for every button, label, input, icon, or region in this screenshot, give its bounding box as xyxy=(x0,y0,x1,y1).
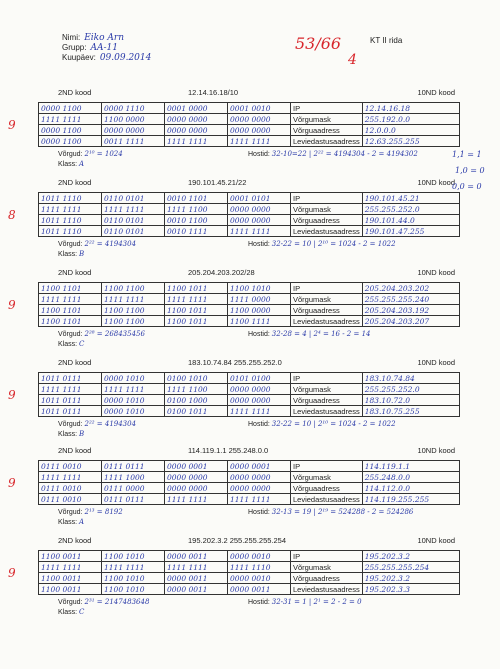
row-label: Võrguaadress xyxy=(291,215,363,226)
binary-octet: 0000 0001 xyxy=(228,461,291,472)
binary-octet: 0000 1100 xyxy=(39,125,102,136)
total-score: 53/66 xyxy=(295,34,342,53)
class-value: A xyxy=(79,518,85,526)
row-label: Leviedastusaadress xyxy=(291,406,363,417)
binary-octet: 0000 0000 xyxy=(228,204,291,215)
margin-note: 0,0 = 0 xyxy=(452,182,482,191)
binary-octet: 1100 1100 xyxy=(102,316,165,327)
networks-value: 2¹⁰ = 1024 xyxy=(84,150,123,158)
networks-label: Võrgud: xyxy=(58,421,83,428)
dec-header: 10ND kood xyxy=(417,358,455,367)
binary-octet: 0000 0000 xyxy=(228,114,291,125)
binary-octet: 1111 1111 xyxy=(39,114,102,125)
binary-octet: 1100 1010 xyxy=(102,551,165,562)
class-value: B xyxy=(79,250,85,258)
margin-note: 1,1 = 1 xyxy=(452,150,482,159)
row-label: Leviedastusaadress xyxy=(291,494,363,505)
binary-octet: 0111 0010 xyxy=(39,461,102,472)
table-row xyxy=(39,215,460,226)
binary-octet: 1100 0011 xyxy=(39,584,102,595)
decimal-value: 195.202.3.2 xyxy=(362,573,459,584)
binary-octet: 0000 0000 xyxy=(165,114,228,125)
binary-octet: 1011 0111 xyxy=(39,395,102,406)
binary-octet: 1111 0000 xyxy=(228,294,291,305)
networks-line xyxy=(58,420,136,428)
hosts-label: Hostid: xyxy=(248,331,270,338)
binary-octet: 1100 1011 xyxy=(165,305,228,316)
hosts-label: Hostid: xyxy=(248,509,270,516)
networks-line xyxy=(58,508,123,516)
binary-octet: 1111 1110 xyxy=(228,562,291,573)
table-row xyxy=(39,494,460,505)
exercise-block xyxy=(8,358,473,458)
binary-octet: 0010 1100 xyxy=(165,215,228,226)
exercise-block xyxy=(8,536,473,636)
class-line xyxy=(58,340,84,348)
table-row xyxy=(39,472,460,483)
hosts-value: 32-13 = 19 | 2¹⁹ = 524288 - 2 = 524286 xyxy=(271,508,414,516)
binary-octet: 0000 1100 xyxy=(39,103,102,114)
decimal-value: 255.255.255.254 xyxy=(362,562,459,573)
decimal-value: 255.255.252.0 xyxy=(362,204,459,215)
binary-octet: 0000 0000 xyxy=(102,125,165,136)
binary-octet: 1100 1100 xyxy=(102,305,165,316)
class-value: A xyxy=(79,160,85,168)
binary-octet: 1111 1111 xyxy=(228,226,291,237)
bin-header: 2ND kood xyxy=(58,446,92,455)
binary-octet: 0000 0000 xyxy=(228,483,291,494)
exercise-block xyxy=(8,446,473,546)
binary-octet: 1100 0011 xyxy=(39,551,102,562)
row-label: Leviedastusaadress xyxy=(291,226,363,237)
dec-header: 10ND kood xyxy=(417,268,455,277)
table-row xyxy=(39,305,460,316)
binary-octet: 1100 1010 xyxy=(228,283,291,294)
binary-octet: 1100 1111 xyxy=(228,316,291,327)
class-label: Klass: xyxy=(58,161,78,168)
binary-octet: 0111 0111 xyxy=(102,494,165,505)
row-label: Võrgumask xyxy=(291,562,363,573)
binary-octet: 1111 1111 xyxy=(39,562,102,573)
binary-octet: 0110 0101 xyxy=(102,226,165,237)
binary-octet: 0000 0000 xyxy=(165,472,228,483)
row-label: IP xyxy=(291,103,363,114)
row-label: Leviedastusaadress xyxy=(291,584,363,595)
binary-octet: 1111 1111 xyxy=(102,294,165,305)
binary-octet: 0000 0001 xyxy=(165,461,228,472)
binary-octet: 1111 1111 xyxy=(228,136,291,147)
class-label: Klass: xyxy=(58,519,78,526)
address-table xyxy=(38,282,460,327)
decimal-value: 205.204.203.202 xyxy=(362,283,459,294)
networks-line xyxy=(58,330,145,338)
class-line xyxy=(58,608,84,616)
binary-octet: 1011 1110 xyxy=(39,215,102,226)
class-line xyxy=(58,518,84,526)
binary-octet: 1111 1111 xyxy=(39,294,102,305)
binary-octet: 1100 0000 xyxy=(102,114,165,125)
table-row xyxy=(39,551,460,562)
address-given: 195.202.3.2 255.255.255.254 xyxy=(188,536,287,545)
networks-value: 2¹³ = 8192 xyxy=(84,508,123,516)
address-table xyxy=(38,460,460,505)
binary-octet: 1100 1011 xyxy=(165,316,228,327)
networks-label: Võrgud: xyxy=(58,151,83,158)
decimal-value: 12.63.255.255 xyxy=(362,136,459,147)
block-score: 9 xyxy=(8,118,16,132)
hosts-value: 32-28 = 4 | 2⁴ = 16 - 2 = 14 xyxy=(271,330,371,338)
hosts-value: 32-22 = 10 | 2¹⁰ = 1024 - 2 = 1022 xyxy=(271,240,396,248)
student-info xyxy=(62,33,151,63)
binary-octet: 1100 1101 xyxy=(39,283,102,294)
decimal-value: 114.119.255.255 xyxy=(362,494,459,505)
hosts-line xyxy=(248,508,413,516)
hosts-value: 32-10=22 | 2²² = 4194304 - 2 = 4194302 xyxy=(271,150,418,158)
binary-octet: 0000 0011 xyxy=(165,573,228,584)
binary-octet: 1111 1111 xyxy=(102,384,165,395)
binary-octet: 0000 0011 xyxy=(228,584,291,595)
decimal-value: 12.0.0.0 xyxy=(362,125,459,136)
row-label: Võrguaadress xyxy=(291,305,363,316)
date-label: Kuupäev: xyxy=(62,53,96,62)
binary-octet: 1111 1111 xyxy=(39,472,102,483)
row-label: Võrgumask xyxy=(291,384,363,395)
table-row xyxy=(39,384,460,395)
decimal-value: 12.14.16.18 xyxy=(362,103,459,114)
hosts-line xyxy=(248,330,370,338)
row-label: Võrguaadress xyxy=(291,125,363,136)
class-label: Klass: xyxy=(58,251,78,258)
decimal-value: 255.248.0.0 xyxy=(362,472,459,483)
binary-octet: 1111 1111 xyxy=(102,204,165,215)
binary-octet: 1100 1010 xyxy=(102,573,165,584)
table-row xyxy=(39,283,460,294)
table-row xyxy=(39,136,460,147)
binary-octet: 0001 0000 xyxy=(165,103,228,114)
hosts-line xyxy=(248,150,418,158)
block-score: 8 xyxy=(8,208,16,222)
decimal-value: 183.10.75.255 xyxy=(362,406,459,417)
networks-label: Võrgud: xyxy=(58,331,83,338)
networks-value: 2³¹ = 2147483648 xyxy=(84,598,150,606)
binary-octet: 0111 0000 xyxy=(102,483,165,494)
binary-octet: 1111 1111 xyxy=(39,204,102,215)
table-row xyxy=(39,373,460,384)
binary-octet: 1100 1100 xyxy=(102,283,165,294)
binary-octet: 0000 1010 xyxy=(102,406,165,417)
class-line xyxy=(58,250,84,258)
binary-octet: 0100 1010 xyxy=(165,373,228,384)
networks-label: Võrgud: xyxy=(58,599,83,606)
address-table xyxy=(38,372,460,417)
decimal-value: 255.192.0.0 xyxy=(362,114,459,125)
exercise-block xyxy=(8,268,473,368)
bin-header: 2ND kood xyxy=(58,88,92,97)
table-row xyxy=(39,103,460,114)
binary-octet: 1111 1111 xyxy=(165,294,228,305)
binary-octet: 0111 0010 xyxy=(39,483,102,494)
class-line xyxy=(58,430,84,438)
name-label: Nimi: xyxy=(62,33,81,42)
dec-header: 10ND kood xyxy=(417,88,455,97)
date-value: 09.09.2014 xyxy=(99,53,152,63)
row-label: IP xyxy=(291,551,363,562)
binary-octet: 0001 0010 xyxy=(228,103,291,114)
binary-octet: 1011 1110 xyxy=(39,226,102,237)
binary-octet: 1100 1011 xyxy=(165,283,228,294)
margin-note: 1,0 = 0 xyxy=(455,166,485,175)
networks-label: Võrgud: xyxy=(58,509,83,516)
networks-label: Võrgud: xyxy=(58,241,83,248)
binary-octet: 0000 0000 xyxy=(165,125,228,136)
binary-octet: 0111 0010 xyxy=(39,494,102,505)
address-table xyxy=(38,102,460,147)
row-label: Võrgumask xyxy=(291,294,363,305)
hosts-value: 32-31 = 1 | 2¹ = 2 - 2 = 0 xyxy=(271,598,362,606)
binary-octet: 0100 1011 xyxy=(165,406,228,417)
binary-octet: 1011 0111 xyxy=(39,373,102,384)
class-value: C xyxy=(79,608,85,616)
table-row xyxy=(39,226,460,237)
binary-octet: 0111 0111 xyxy=(102,461,165,472)
binary-octet: 0100 1000 xyxy=(165,395,228,406)
binary-octet: 1100 0011 xyxy=(39,573,102,584)
binary-octet: 1111 1000 xyxy=(102,472,165,483)
hosts-label: Hostid: xyxy=(248,241,270,248)
table-row xyxy=(39,483,460,494)
decimal-value: 114.119.1.1 xyxy=(362,461,459,472)
binary-octet: 0000 0000 xyxy=(228,472,291,483)
sheet-title: KT II rida xyxy=(370,36,403,45)
binary-octet: 0000 0000 xyxy=(228,395,291,406)
hosts-label: Hostid: xyxy=(248,151,270,158)
bin-header: 2ND kood xyxy=(58,178,92,187)
binary-octet: 0000 0000 xyxy=(228,384,291,395)
binary-octet: 1111 1100 xyxy=(165,384,228,395)
address-given: 12.14.16.18/10 xyxy=(188,88,239,97)
binary-octet: 1100 1010 xyxy=(102,584,165,595)
group-label: Grupp: xyxy=(62,43,87,52)
row-label: Võrguaadress xyxy=(291,395,363,406)
address-given: 190.101.45.21/22 xyxy=(188,178,247,187)
bin-header: 2ND kood xyxy=(58,536,92,545)
decimal-value: 183.10.72.0 xyxy=(362,395,459,406)
binary-octet: 1111 1111 xyxy=(165,136,228,147)
row-label: Võrguaadress xyxy=(291,483,363,494)
class-line xyxy=(58,160,84,168)
exercise-block xyxy=(8,88,473,188)
dec-header: 10ND kood xyxy=(417,446,455,455)
binary-octet: 0000 1010 xyxy=(102,395,165,406)
binary-octet: 0000 0011 xyxy=(165,551,228,562)
block-score: 9 xyxy=(8,388,16,402)
binary-octet: 1111 1111 xyxy=(228,406,291,417)
table-row xyxy=(39,125,460,136)
table-row xyxy=(39,406,460,417)
binary-octet: 0000 0000 xyxy=(228,215,291,226)
binary-octet: 1100 1101 xyxy=(39,305,102,316)
table-row xyxy=(39,114,460,125)
block-score: 9 xyxy=(8,566,16,580)
decimal-value: 205.204.203.207 xyxy=(362,316,459,327)
row-label: Võrgumask xyxy=(291,472,363,483)
table-row xyxy=(39,562,460,573)
binary-octet: 0000 1100 xyxy=(39,136,102,147)
bin-header: 2ND kood xyxy=(58,358,92,367)
table-row xyxy=(39,461,460,472)
binary-octet: 0101 0100 xyxy=(228,373,291,384)
row-label: IP xyxy=(291,373,363,384)
table-row xyxy=(39,204,460,215)
binary-octet: 0010 1111 xyxy=(165,226,228,237)
binary-octet: 0110 0101 xyxy=(102,215,165,226)
row-label: IP xyxy=(291,461,363,472)
address-given: 183.10.74.84 255.255.252.0 xyxy=(188,358,282,367)
decimal-value: 195.202.3.2 xyxy=(362,551,459,562)
row-label: IP xyxy=(291,283,363,294)
hosts-line xyxy=(248,420,396,428)
binary-octet: 0000 0010 xyxy=(228,551,291,562)
table-row xyxy=(39,193,460,204)
binary-octet: 1100 1101 xyxy=(39,316,102,327)
binary-octet: 1100 0000 xyxy=(228,305,291,316)
binary-octet: 0001 0101 xyxy=(228,193,291,204)
table-row xyxy=(39,294,460,305)
row-label: Võrguaadress xyxy=(291,573,363,584)
class-value: C xyxy=(79,340,85,348)
dec-header: 10ND kood xyxy=(417,178,455,187)
decimal-value: 190.101.45.21 xyxy=(362,193,459,204)
hosts-label: Hostid: xyxy=(248,421,270,428)
hosts-line xyxy=(248,240,396,248)
binary-octet: 1011 0111 xyxy=(39,406,102,417)
address-table xyxy=(38,192,460,237)
table-row xyxy=(39,573,460,584)
binary-octet: 1111 1111 xyxy=(165,562,228,573)
row-label: Leviedastusaadress xyxy=(291,136,363,147)
hosts-label: Hostid: xyxy=(248,599,270,606)
hosts-line xyxy=(248,598,362,606)
bin-header: 2ND kood xyxy=(58,268,92,277)
binary-octet: 1011 1110 xyxy=(39,193,102,204)
binary-octet: 1111 1111 xyxy=(102,562,165,573)
binary-octet: 0110 0101 xyxy=(102,193,165,204)
binary-octet: 0000 0011 xyxy=(165,584,228,595)
binary-octet: 0000 1110 xyxy=(102,103,165,114)
block-score: 9 xyxy=(8,476,16,490)
table-row xyxy=(39,395,460,406)
decimal-value: 255.255.255.240 xyxy=(362,294,459,305)
binary-octet: 0000 0000 xyxy=(165,483,228,494)
decimal-value: 183.10.74.84 xyxy=(362,373,459,384)
exercise-block xyxy=(8,178,473,278)
address-given: 205.204.203.202/28 xyxy=(188,268,255,277)
decimal-value: 190.101.47.255 xyxy=(362,226,459,237)
binary-octet: 0000 0010 xyxy=(228,573,291,584)
row-label: IP xyxy=(291,193,363,204)
binary-octet: 0011 1111 xyxy=(102,136,165,147)
grade: 4 xyxy=(348,52,357,68)
decimal-value: 195.202.3.3 xyxy=(362,584,459,595)
networks-value: 2²² = 4194304 xyxy=(84,240,137,248)
networks-line xyxy=(58,150,123,158)
address-given: 114.119.1.1 255.248.0.0 xyxy=(188,446,269,455)
binary-octet: 0010 1101 xyxy=(165,193,228,204)
binary-octet: 1111 1111 xyxy=(39,384,102,395)
class-label: Klass: xyxy=(58,431,78,438)
binary-octet: 1111 1111 xyxy=(165,494,228,505)
row-label: Leviedastusaadress xyxy=(291,316,363,327)
block-score: 9 xyxy=(8,298,16,312)
binary-octet: 1111 1100 xyxy=(165,204,228,215)
decimal-value: 190.101.44.0 xyxy=(362,215,459,226)
networks-line xyxy=(58,240,136,248)
group-value: AA-11 xyxy=(90,43,118,53)
table-row xyxy=(39,316,460,327)
decimal-value: 255.255.252.0 xyxy=(362,384,459,395)
dec-header: 10ND kood xyxy=(417,536,455,545)
row-label: Võrgumask xyxy=(291,114,363,125)
class-label: Klass: xyxy=(58,609,78,616)
binary-octet: 0000 0000 xyxy=(228,125,291,136)
networks-value: 2²² = 4194304 xyxy=(84,420,137,428)
networks-line xyxy=(58,598,149,606)
address-table xyxy=(38,550,460,595)
binary-octet: 0000 1010 xyxy=(102,373,165,384)
table-row xyxy=(39,584,460,595)
networks-value: 2²⁸ = 268435456 xyxy=(84,330,145,338)
hosts-value: 32-22 = 10 | 2¹⁰ = 1024 - 2 = 1022 xyxy=(271,420,396,428)
decimal-value: 114.112.0.0 xyxy=(362,483,459,494)
class-label: Klass: xyxy=(58,341,78,348)
row-label: Võrgumask xyxy=(291,204,363,215)
decimal-value: 205.204.203.192 xyxy=(362,305,459,316)
class-value: B xyxy=(79,430,85,438)
binary-octet: 1111 1111 xyxy=(228,494,291,505)
name-value: Eiko Arn xyxy=(84,33,124,43)
